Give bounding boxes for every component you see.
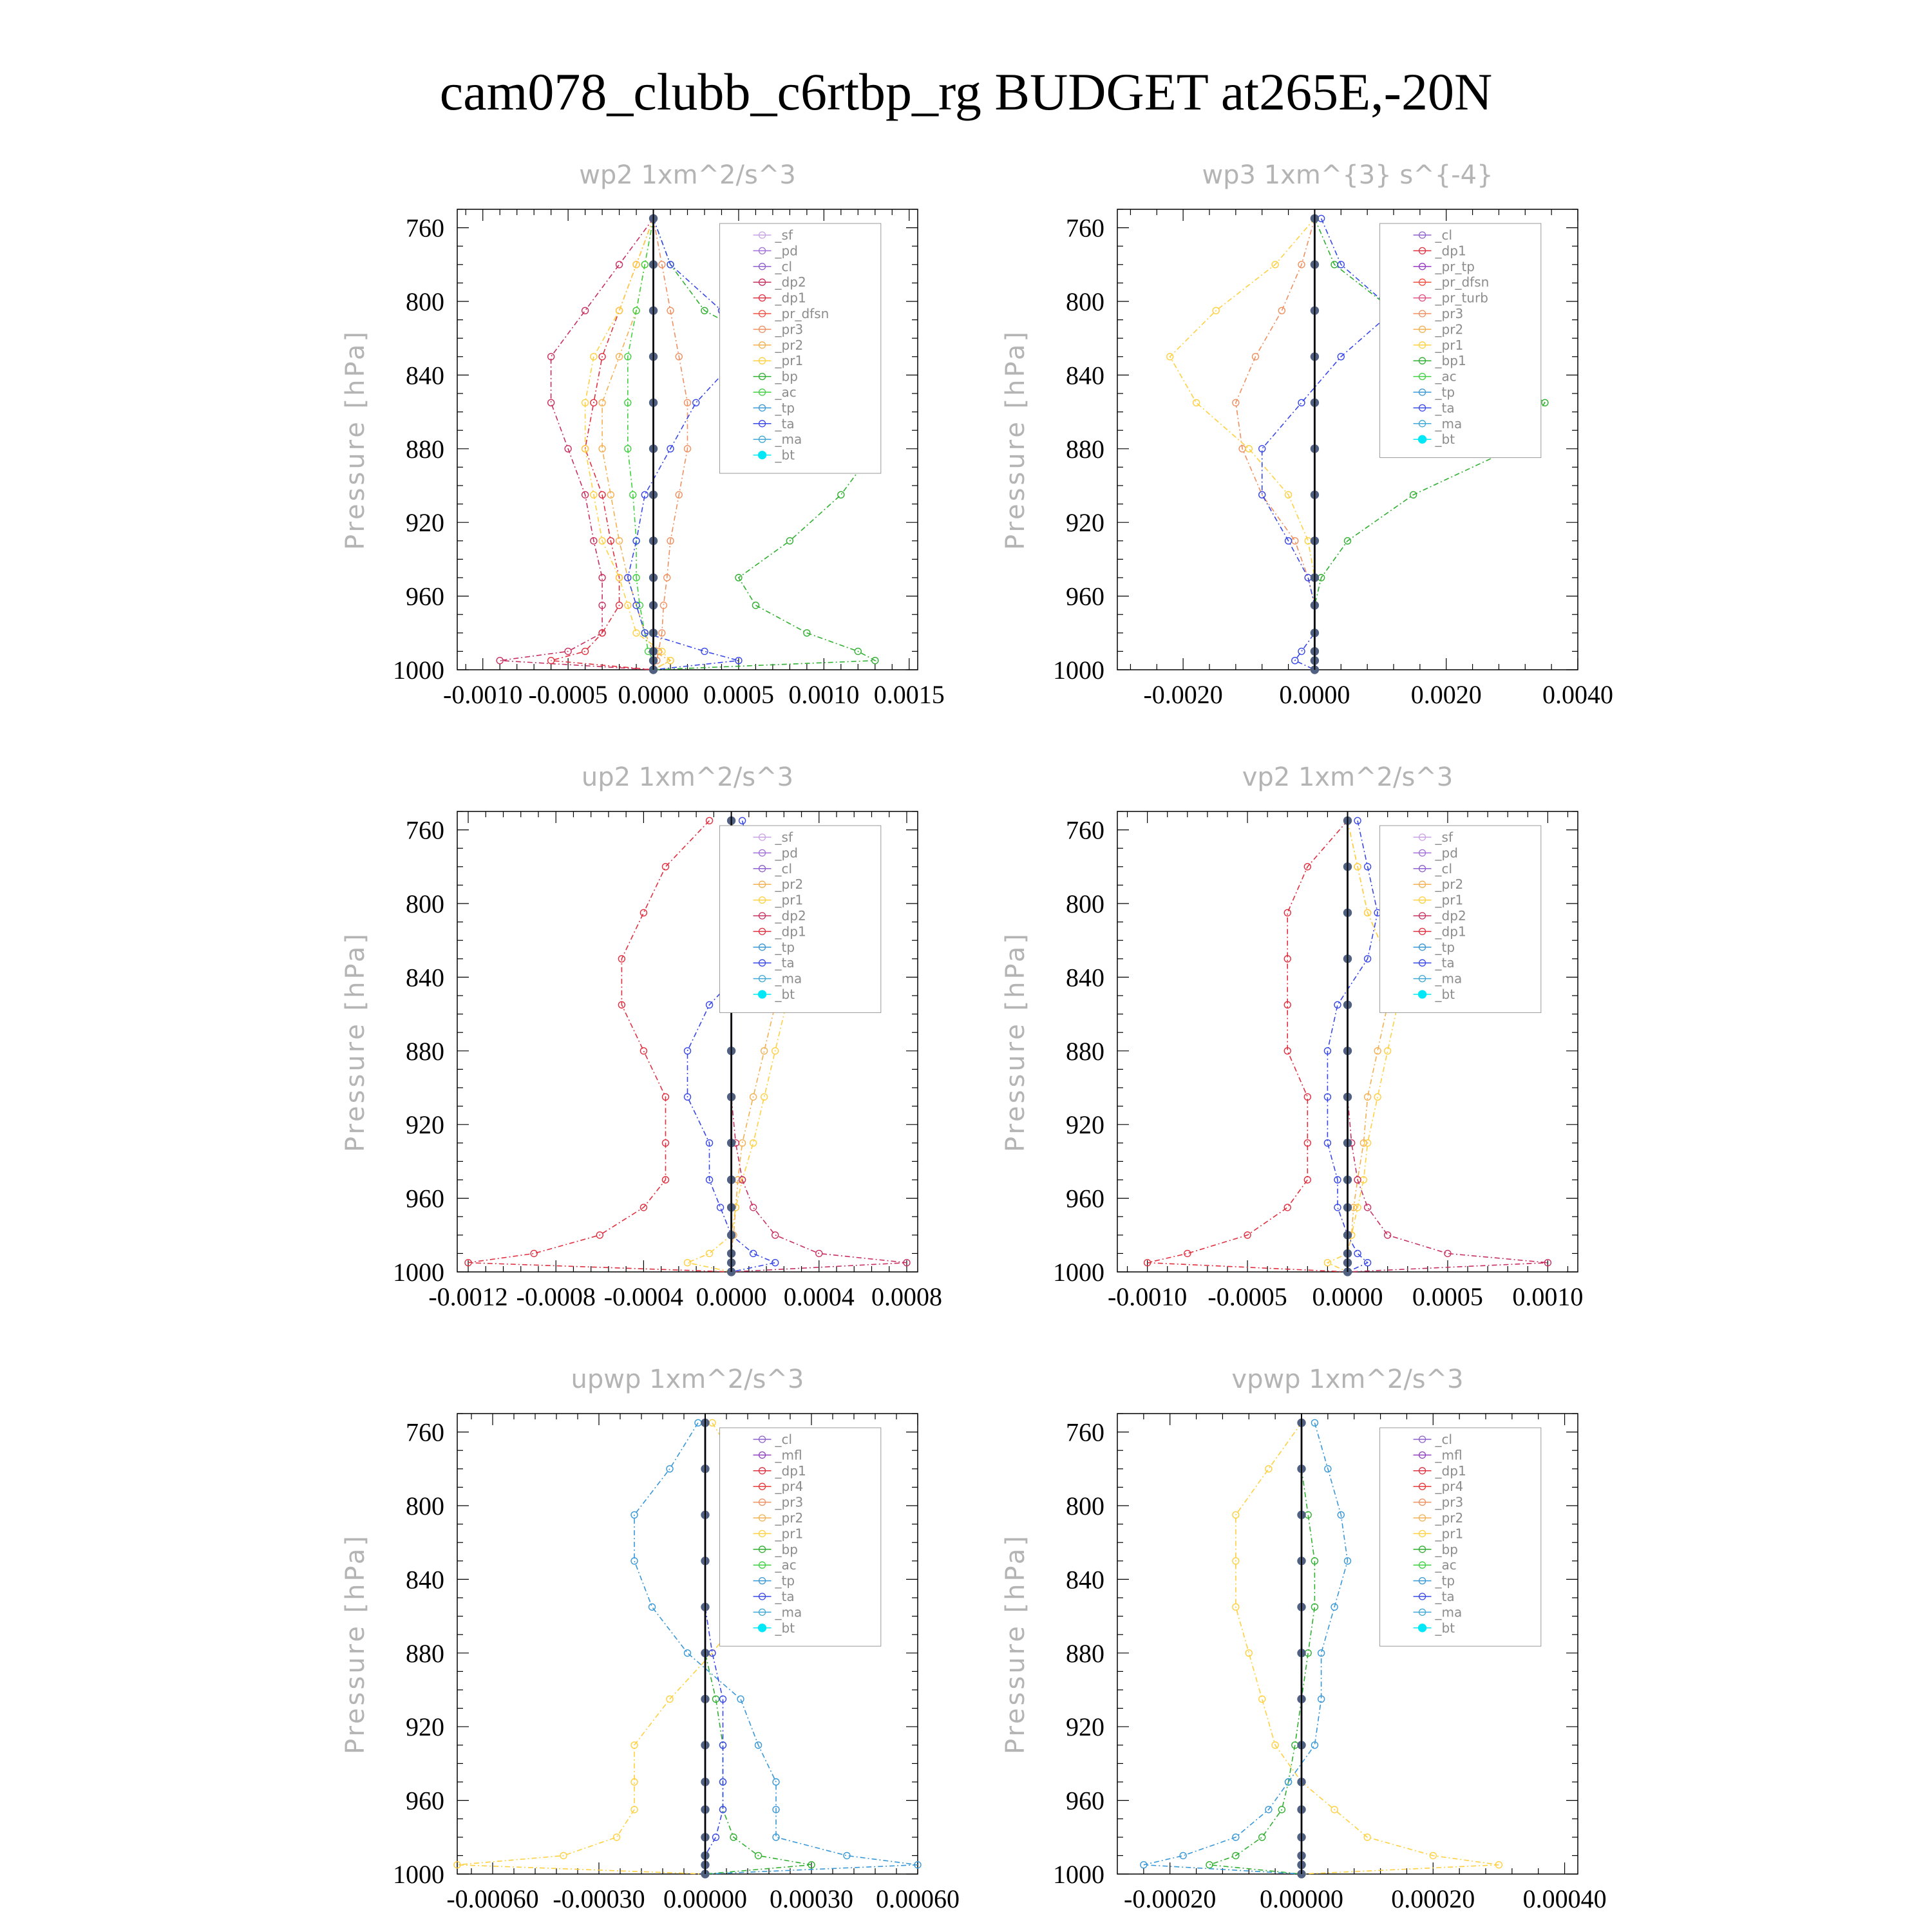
panel-title: upwp 1xm^2/s^3 (571, 1365, 804, 1394)
legend-label: _pr1 (775, 1526, 804, 1542)
x-tick-label: 0.0005 (703, 680, 774, 709)
legend-label: _ta (1435, 1589, 1455, 1604)
y-tick-label: 800 (406, 889, 444, 918)
x-tick-label: -0.00060 (446, 1884, 539, 1913)
y-tick-label: 960 (406, 582, 444, 611)
y-tick-label: 960 (1066, 1184, 1104, 1213)
legend-label: _ma (775, 971, 802, 987)
legend-label: _ma (775, 1604, 802, 1620)
legend-label: _pr2 (1435, 321, 1464, 337)
legend-label: _dp1 (1435, 1463, 1466, 1479)
legend-label: _dp1 (775, 1463, 806, 1479)
legend (720, 1428, 881, 1646)
y-tick-label: 760 (406, 213, 444, 243)
legend-label: _bt (775, 1620, 795, 1636)
y-tick-label: 880 (406, 1638, 444, 1668)
legend-label: _cl (1435, 860, 1453, 876)
legend-label: _bt (775, 987, 795, 1002)
legend-label: _ta (775, 415, 795, 431)
y-tick-label: 880 (1066, 1638, 1104, 1668)
x-tick-label: 0.0000 (1279, 680, 1350, 709)
legend-marker (759, 1624, 766, 1632)
legend-label: _cl (775, 1432, 793, 1447)
panel-title: vpwp 1xm^2/s^3 (1231, 1365, 1464, 1394)
legend-label: _ma (1435, 1604, 1463, 1620)
legend-marker (1419, 435, 1426, 443)
x-tick-label: 0.00000 (1260, 1884, 1343, 1913)
x-tick-label: 0.0015 (873, 680, 945, 709)
y-tick-label: 1000 (1053, 1258, 1104, 1287)
figure-title: cam078_clubb_c6rtbp_rg BUDGET at265E,-20N (439, 62, 1493, 121)
y-tick-label: 1000 (1053, 656, 1104, 685)
y-tick-label: 920 (406, 508, 444, 538)
legend-label: _sf (1435, 829, 1454, 845)
legend-label: _bt (1435, 1620, 1455, 1636)
y-axis-label: Pressure [hPa] (341, 1533, 370, 1754)
y-tick-label: 800 (1066, 889, 1104, 918)
legend-label: _ta (1435, 400, 1455, 416)
x-tick-label: -0.00030 (553, 1884, 645, 1913)
x-tick-label: 0.0005 (1412, 1282, 1483, 1311)
y-tick-label: 760 (406, 815, 444, 845)
y-axis-label: Pressure [hPa] (341, 931, 370, 1152)
legend-label: _tp (1435, 1573, 1455, 1589)
legend-label: _bt (1435, 431, 1455, 448)
y-tick-label: 840 (1066, 1565, 1104, 1595)
legend-label: _bp1 (1435, 353, 1466, 369)
legend (1380, 1428, 1541, 1646)
legend-label: _pd (775, 845, 798, 861)
x-tick-label: -0.0010 (443, 680, 523, 709)
y-tick-label: 920 (1066, 1110, 1104, 1140)
y-tick-label: 920 (1066, 1712, 1104, 1742)
x-tick-label: 0.0010 (1512, 1282, 1584, 1311)
y-axis-label: Pressure [hPa] (1001, 931, 1030, 1152)
legend-label: _ma (1435, 415, 1463, 431)
legend-label: _pr_turb (1435, 290, 1488, 306)
y-tick-label: 840 (406, 361, 444, 390)
legend-marker (1419, 1624, 1426, 1632)
legend-label: _bp (775, 1541, 798, 1557)
legend-label: _pr3 (1435, 1494, 1464, 1510)
legend-label: _dp2 (1435, 908, 1466, 923)
legend-label: _mfl (775, 1447, 802, 1463)
y-axis-label: Pressure [hPa] (1001, 1533, 1030, 1754)
x-tick-label: 0.00060 (876, 1884, 960, 1913)
legend-label: _pd (1435, 845, 1458, 861)
legend-label: _pr3 (775, 1494, 804, 1510)
x-tick-label: -0.0004 (603, 1282, 684, 1311)
x-tick-label: 0.00000 (663, 1884, 747, 1913)
legend-label: _pr1 (775, 892, 804, 908)
legend-label: _bp (1435, 1541, 1458, 1557)
legend-label: _mfl (1435, 1447, 1463, 1463)
legend-label: _tp (775, 1573, 795, 1589)
x-tick-label: 0.0004 (783, 1282, 855, 1311)
legend-label: _cl (1435, 1432, 1453, 1447)
legend-label: _sf (775, 829, 793, 845)
y-tick-label: 1000 (393, 656, 444, 685)
y-tick-label: 960 (406, 1786, 444, 1815)
y-tick-label: 840 (406, 1565, 444, 1595)
legend-label: _tp (775, 400, 795, 416)
legend-label: _pr4 (775, 1479, 804, 1495)
x-tick-label: 0.0000 (1312, 1282, 1383, 1311)
legend-label: _pr1 (775, 353, 804, 369)
legend-label: _dp1 (1435, 243, 1466, 259)
panel-title: vp2 1xm^2/s^3 (1242, 762, 1454, 792)
legend-label: _pr4 (1435, 1479, 1464, 1495)
legend-label: _bt (1435, 987, 1455, 1002)
x-tick-label: -0.0020 (1143, 680, 1223, 709)
legend-label: _ta (775, 955, 795, 971)
legend-label: _pr2 (775, 876, 804, 893)
legend-label: _ma (775, 431, 802, 448)
x-tick-label: 0.0008 (871, 1282, 942, 1311)
legend-label: _pr3 (775, 321, 804, 337)
y-tick-label: 760 (1066, 1417, 1104, 1447)
x-tick-label: -0.0012 (428, 1282, 508, 1311)
y-tick-label: 840 (406, 963, 444, 992)
legend-marker (1419, 990, 1426, 998)
x-tick-label: 0.0000 (618, 680, 689, 709)
panel-title: wp3 1xm^{3} s^{-4} (1202, 160, 1493, 190)
legend-label: _cl (1435, 227, 1453, 243)
legend (720, 223, 881, 473)
legend (1380, 826, 1541, 1012)
y-tick-label: 800 (406, 287, 444, 316)
legend-label: _pr2 (775, 1510, 804, 1526)
legend-label: _sf (775, 227, 793, 243)
x-tick-label: 0.0020 (1410, 680, 1482, 709)
y-tick-label: 1000 (393, 1258, 444, 1287)
legend-label: _cl (775, 258, 793, 274)
legend-label: _pr2 (1435, 1510, 1464, 1526)
y-axis-label: Pressure [hPa] (1001, 329, 1030, 550)
y-tick-label: 920 (406, 1110, 444, 1140)
legend-label: _bp (775, 368, 798, 384)
legend-label: _pr1 (1435, 892, 1464, 908)
legend-label: _pr_dfsn (775, 306, 829, 321)
y-tick-label: 760 (1066, 213, 1104, 243)
legend-label: _pr_tp (1435, 258, 1475, 274)
y-tick-label: 960 (406, 1184, 444, 1213)
legend-marker (759, 451, 766, 459)
y-tick-label: 760 (406, 1417, 444, 1447)
y-tick-label: 880 (406, 1036, 444, 1066)
legend-label: _dp2 (775, 908, 806, 923)
legend-label: _cl (775, 860, 793, 876)
legend-label: _ac (775, 384, 797, 400)
legend-label: _ac (1435, 1557, 1457, 1573)
legend-label: _ac (1435, 368, 1457, 384)
x-tick-label: 0.00020 (1391, 1884, 1475, 1913)
legend-label: _ac (775, 1557, 797, 1573)
legend-label: _bt (775, 447, 795, 463)
panel-title: wp2 1xm^2/s^3 (579, 160, 796, 190)
y-tick-label: 880 (1066, 1036, 1104, 1066)
legend-label: _pr1 (1435, 337, 1464, 353)
y-tick-label: 960 (1066, 582, 1104, 611)
y-tick-label: 880 (406, 434, 444, 464)
y-tick-label: 840 (1066, 963, 1104, 992)
x-tick-label: -0.00020 (1124, 1884, 1217, 1913)
legend (720, 826, 881, 1012)
legend-label: _pd (775, 243, 798, 259)
legend-label: _dp1 (1435, 923, 1466, 940)
x-tick-label: 0.0040 (1542, 680, 1613, 709)
legend-label: _dp1 (775, 923, 806, 940)
y-tick-label: 1000 (1053, 1860, 1104, 1889)
legend (1380, 223, 1541, 458)
y-tick-label: 960 (1066, 1786, 1104, 1815)
legend-label: _ma (1435, 971, 1463, 987)
x-tick-label: -0.0008 (516, 1282, 596, 1311)
legend-label: _pr2 (775, 337, 804, 353)
x-tick-label: -0.0005 (528, 680, 608, 709)
y-axis-label: Pressure [hPa] (341, 329, 370, 550)
legend-label: _tp (775, 939, 795, 955)
x-tick-label: 0.0010 (788, 680, 860, 709)
x-tick-label: -0.0010 (1107, 1282, 1188, 1311)
legend-marker (759, 990, 766, 998)
y-tick-label: 1000 (393, 1860, 444, 1889)
legend-label: _tp (1435, 384, 1455, 400)
y-tick-label: 800 (1066, 287, 1104, 316)
legend-label: _tp (1435, 939, 1455, 955)
legend-label: _pr_dfsn (1435, 274, 1490, 290)
legend-label: _dp2 (775, 274, 806, 290)
y-tick-label: 800 (406, 1492, 444, 1520)
x-tick-label: -0.0005 (1208, 1282, 1287, 1311)
y-tick-label: 920 (1066, 508, 1104, 538)
y-tick-label: 760 (1066, 815, 1104, 845)
y-tick-label: 880 (1066, 434, 1104, 464)
legend-label: _pr1 (1435, 1526, 1464, 1542)
legend-label: _dp1 (775, 290, 806, 306)
legend-label: _ta (775, 1589, 795, 1604)
x-tick-label: 0.00040 (1522, 1884, 1607, 1913)
x-tick-label: 0.00030 (770, 1884, 853, 1913)
y-tick-label: 840 (1066, 361, 1104, 390)
legend-label: _pr3 (1435, 306, 1464, 321)
y-tick-label: 800 (1066, 1492, 1104, 1520)
x-tick-label: 0.0000 (696, 1282, 767, 1311)
legend-label: _pr2 (1435, 876, 1464, 893)
y-tick-label: 920 (406, 1712, 444, 1742)
legend-label: _ta (1435, 955, 1455, 971)
panel-title: up2 1xm^2/s^3 (581, 762, 794, 792)
